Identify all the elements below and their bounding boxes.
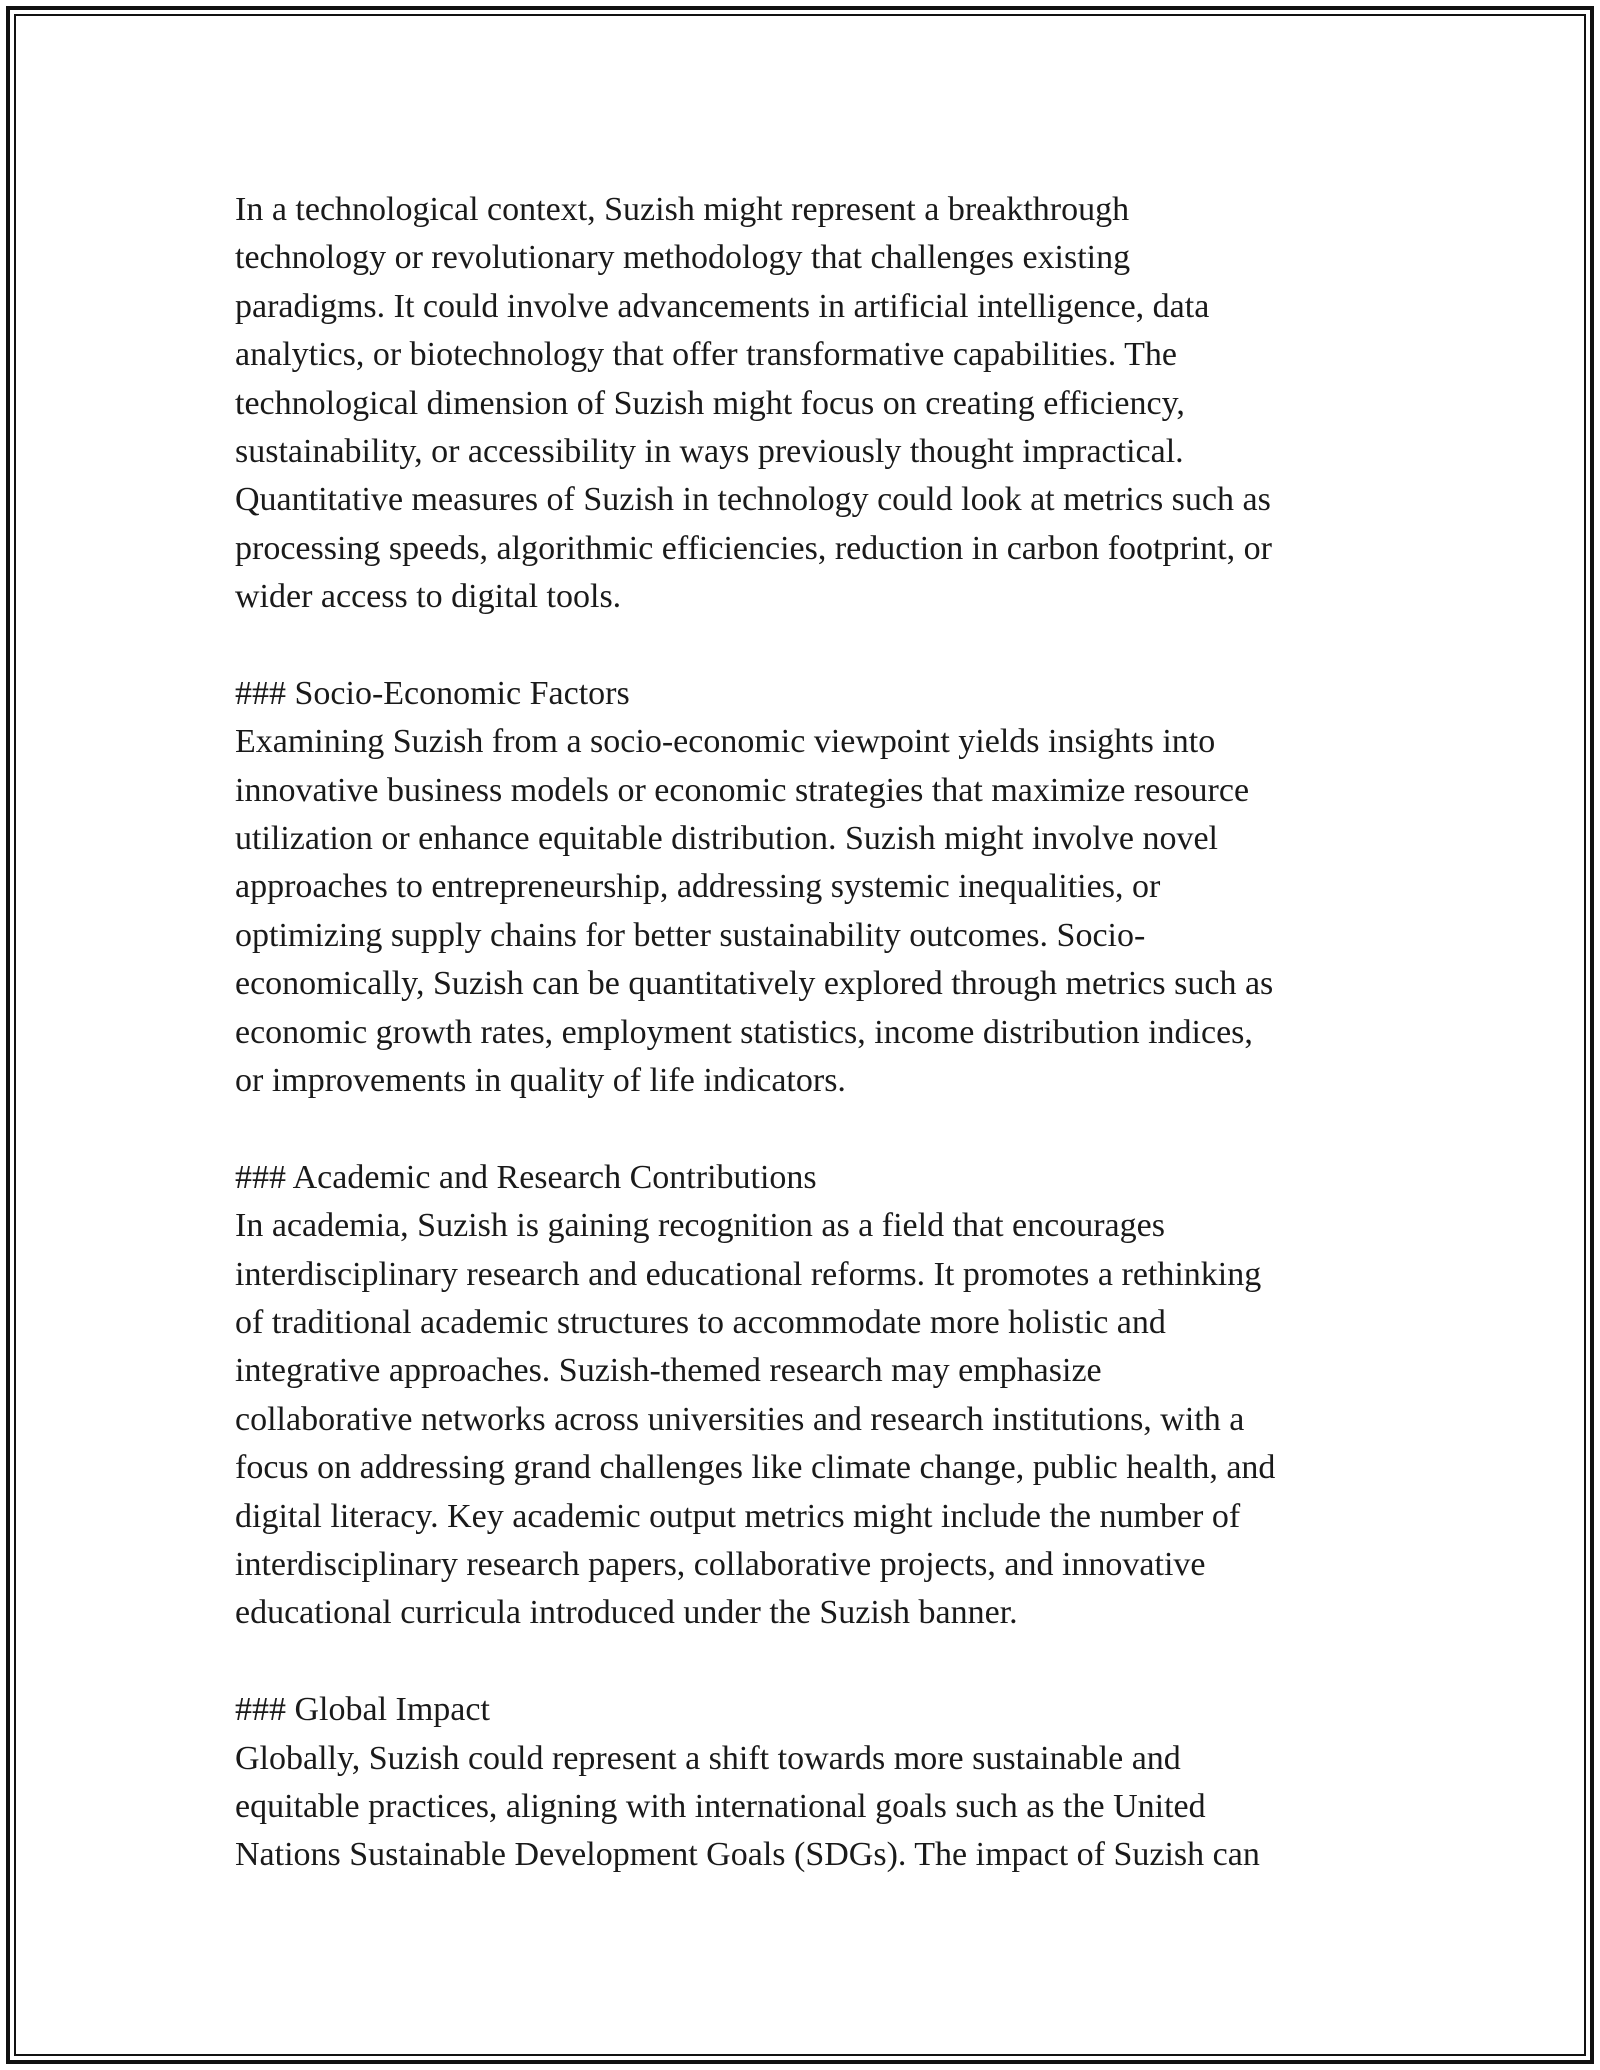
text-line: Globally, Suzish could represent a shift towards more sustainable and — [235, 1739, 1181, 1777]
paragraph-gap — [235, 1105, 1365, 1153]
text-line: wider access to digital tools. — [235, 578, 622, 616]
text-line: interdisciplinary research papers, collaborative projects, and innovative — [235, 1545, 1206, 1583]
text-line: technology or revolutionary methodology that challenges existing — [235, 239, 1131, 277]
text-line: economically, Suzish can be quantitatively explored through metrics such as — [235, 965, 1274, 1003]
section-heading: ### Academic and Research Contributions — [235, 1158, 817, 1196]
text-line: educational curricula introduced under the Suzish banner. — [235, 1594, 1018, 1632]
section-technology — [235, 186, 1365, 622]
text-line: of traditional academic structures to accommodate more holistic and — [235, 1303, 1166, 1341]
text-line: equitable practices, aligning with international goals such as the United — [235, 1787, 1206, 1825]
paragraph — [235, 718, 1365, 1105]
text-line: collaborative networks across universities and research institutions, with a — [235, 1400, 1245, 1438]
paragraph — [235, 186, 1365, 622]
text-line: Examining Suzish from a socio-economic viewpoint yields insights into — [235, 723, 1216, 761]
text-line: sustainability, or accessibility in ways previously thought impractical. — [235, 432, 1184, 470]
text-line: optimizing supply chains for better sustainability outcomes. Socio- — [235, 916, 1146, 954]
document-body — [235, 186, 1365, 1880]
text-line: economic growth rates, employment statistics, income distribution indices, — [235, 1013, 1253, 1051]
paragraph — [235, 1735, 1365, 1880]
section-heading: ### Global Impact — [235, 1691, 490, 1729]
section-socio-economic — [235, 670, 1365, 1106]
text-line: In academia, Suzish is gaining recognition as a field that encourages — [235, 1207, 1165, 1245]
paragraph — [235, 1202, 1365, 1638]
text-line: analytics, or biotechnology that offer transformative capabilities. The — [235, 336, 1177, 374]
section-academic-research — [235, 1154, 1365, 1638]
text-line: digital literacy. Key academic output metrics might include the number of — [235, 1497, 1241, 1535]
text-line: Nations Sustainable Development Goals (SDGs). The impact of Suzish can — [235, 1836, 1260, 1874]
text-line: utilization or enhance equitable distribution. Suzish might involve novel — [235, 820, 1218, 858]
text-line: integrative approaches. Suzish-themed research may emphasize — [235, 1352, 1102, 1390]
text-line: Quantitative measures of Suzish in technology could look at metrics such as — [235, 481, 1271, 519]
text-line: paradigms. It could involve advancements in artificial intelligence, data — [235, 287, 1210, 325]
text-line: In a technological context, Suzish might represent a breakthrough — [235, 191, 1130, 228]
text-line: innovative business models or economic strategies that maximize resource — [235, 771, 1250, 809]
text-line: approaches to entrepreneurship, addressing systemic inequalities, or — [235, 868, 1161, 906]
text-line: interdisciplinary research and educational reforms. It promotes a rethinking — [235, 1255, 1262, 1293]
text-line: technological dimension of Suzish might focus on creating efficiency, — [235, 384, 1185, 422]
section-global-impact — [235, 1686, 1365, 1880]
paragraph-gap — [235, 1638, 1365, 1686]
section-heading: ### Socio-Economic Factors — [235, 674, 630, 712]
text-line: or improvements in quality of life indicators. — [235, 1062, 846, 1100]
text-line: focus on addressing grand challenges like climate change, public health, and — [235, 1449, 1276, 1487]
paragraph-gap — [235, 622, 1365, 670]
text-line: processing speeds, algorithmic efficiencies, reduction in carbon footprint, or — [235, 529, 1272, 567]
